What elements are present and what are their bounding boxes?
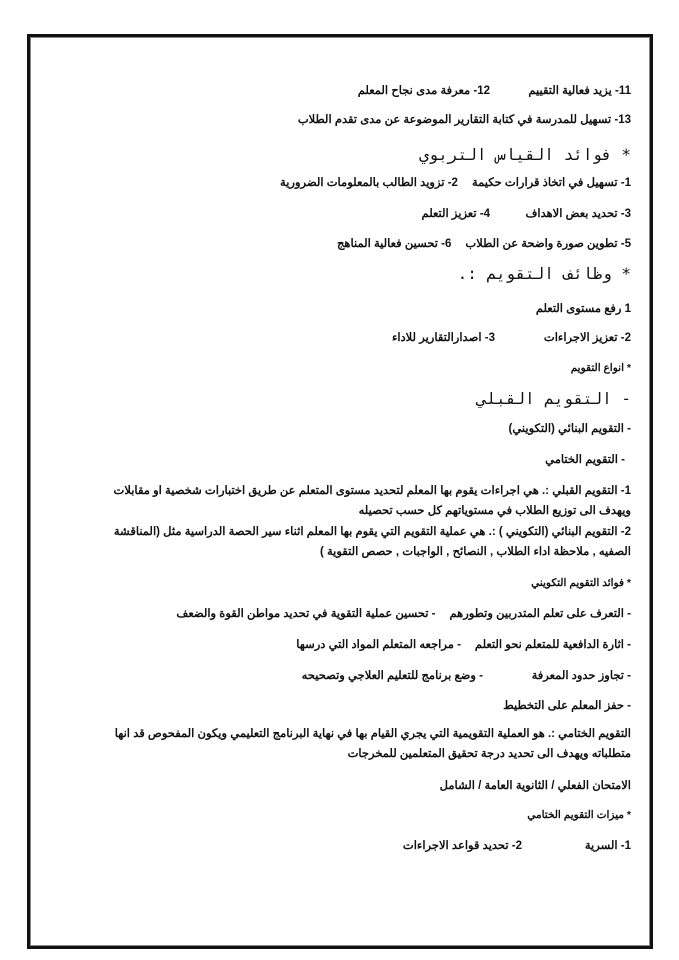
list-item: 2- تزويد الطالب بالمعلومات الضرورية — [280, 177, 458, 189]
list-item: 3- تحديد بعض الاهداف — [525, 208, 631, 220]
pair-row — [82, 84, 631, 113]
list-item: 2- تحديد قواعد الاجراءات — [402, 840, 522, 852]
list-item: - التعرف على تعلم المتدربين وتطورهم — [449, 608, 631, 620]
list-item: - اثارة الدافعية للمتعلم نحو التعلم — [474, 639, 631, 651]
paragraph: 1- التقويم القبلي :. هي اجراءات يقوم بها المعلم لتحديد مستوى المتعلم عن طريق اختبارات شخصية او مقابلات ويهدف الى توزيع الطلاب في مستوياتهم كل حسب تحصيله — [113, 485, 631, 517]
line-row — [82, 264, 631, 302]
pair-row — [82, 839, 631, 859]
paragraph-row — [82, 481, 631, 522]
pair-row — [82, 607, 631, 638]
line-row — [82, 145, 631, 176]
subheading: * انواع التقويم — [570, 362, 631, 374]
line-row — [82, 808, 631, 839]
section-heading: * وظائف التقويم :. — [457, 264, 631, 283]
list-item: الامتحان الفعلي / الثانوية العامة / الشامل — [439, 780, 631, 792]
section-heading: * فوائد القياس التربوي — [419, 145, 631, 164]
line-row — [82, 453, 631, 481]
document-body — [82, 84, 631, 859]
pair-row — [82, 237, 631, 264]
line-row — [82, 576, 631, 607]
paragraph: 2- التقويم البنائي (التكويني ) :. هي عملية التقويم التي يقوم بها المعلم اثناء سير الحصة الدراسية مثل (المناقشة الصفيه , ملاحظة اداء الطلاب , النصائح , الواجبات , حصص التقوية ) — [113, 526, 631, 558]
line-row — [82, 779, 631, 808]
list-item: 1- تسهيل في اتخاذ قرارات حكيمة — [471, 177, 631, 189]
list-item: - التقويم البنائي (التكويني) — [508, 423, 631, 435]
list-item: - حفز المعلم على التخطيط — [503, 700, 631, 712]
list-item: 2- تعزيز الاجراءات — [543, 332, 631, 344]
line-row — [82, 361, 631, 389]
pair-row — [82, 638, 631, 669]
line-row — [82, 422, 631, 453]
list-item: - تجاوز حدود المعرفة — [531, 670, 631, 682]
paragraph-row — [82, 724, 631, 779]
line-row — [82, 699, 631, 724]
list-item: - تحسين عملية التقوية في تحديد مواطن القوة والضعف — [176, 608, 436, 620]
list-item: 11- يزيد فعالية التقييم — [528, 85, 631, 97]
line-row — [82, 302, 631, 331]
line-row — [82, 389, 631, 422]
pair-row — [82, 669, 631, 699]
list-item: 6- تحسين فعالية المناهج — [336, 238, 452, 250]
list-item: 1- السرية — [584, 840, 631, 852]
list-item: 1 رفع مستوى التعلم — [535, 303, 631, 315]
list-item: 5- تطوين صورة واضحة عن الطلاب — [465, 238, 631, 250]
section-heading: - التقويم القبلي — [476, 389, 631, 408]
list-item: 3- اصدارالتقارير للاداء — [391, 332, 495, 344]
subheading: * فوائد التقويم التكويني — [531, 577, 631, 589]
subheading: * ميزات التقويم الختامي — [527, 809, 631, 821]
paragraph-row — [82, 522, 631, 576]
list-item: 13- تسهيل للمدرسة في كتابة التقارير الموضوعة عن مدى تقدم الطلاب — [297, 114, 631, 126]
list-item: 12- معرفة مدى نجاح المعلم — [357, 85, 490, 97]
list-item: - وضع برنامج للتعليم العلاجي وتصحيحه — [301, 670, 483, 682]
list-item: 4- تعزيز التعلم — [421, 208, 490, 220]
list-item: - التقويم الختامي — [545, 454, 625, 466]
list-item: - مراجعه المتعلم المواد التي درسها — [296, 639, 461, 651]
line-row — [82, 113, 631, 145]
pair-row — [82, 207, 631, 237]
pair-row — [82, 331, 631, 361]
paragraph: التقويم الختامي :. هو العملية التقويمية التي يجري القيام بها في نهاية البرنامج التعليمي ويكون المفحوص قد انها متطلباته ويهدف الى تحديد درجة تحقيق المتعلمين للمخرجات — [114, 728, 631, 760]
pair-row — [82, 176, 631, 207]
